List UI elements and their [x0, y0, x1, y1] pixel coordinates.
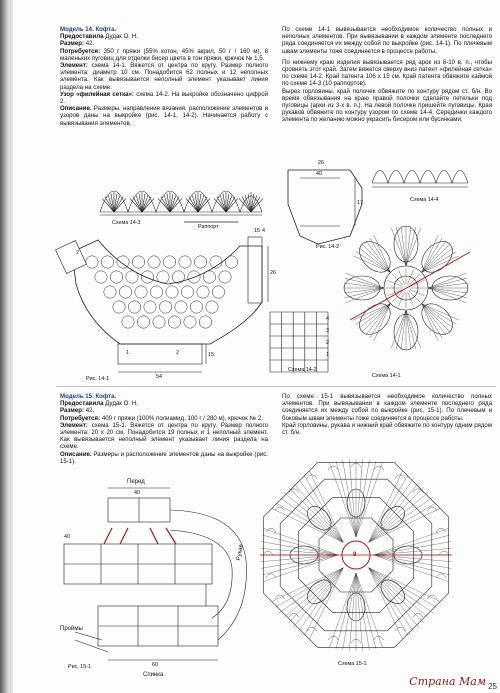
dim-14-1-26: 26: [270, 270, 276, 276]
watermark: Страна Мам: [409, 675, 486, 688]
model-14-title: Модель 14. Кофта.: [60, 26, 117, 33]
grid-row-4: 4: [326, 316, 329, 322]
scheme-14-3-drawing: [100, 191, 263, 222]
dim-14-1-4: 4: [262, 228, 265, 234]
fig-14-1-drawing: [56, 237, 268, 372]
dim-14-2-40: 40: [316, 171, 322, 177]
model-15-instr-p1: По схеме 15-1 вывязывается необходимое количество полных элементов. При вывязывании в каждом элементе последнего ряда соединяется их между собой по выкройке (рис. 15-1). По плечевым и боковым швам элементы тоже соединяется в процессе работы.: [282, 393, 492, 422]
model-15-instructions: [282, 393, 492, 436]
scheme-14-1-flower: [344, 226, 470, 350]
label-scheme-14-1: Схема 14-1: [372, 373, 401, 379]
label-back: Спинка: [143, 672, 164, 678]
label-front: Перед: [127, 479, 145, 485]
dim-14-1-15: 15: [254, 228, 260, 234]
dim-15-40b: 40: [64, 534, 70, 540]
model-14-description: Размеры, направление вязания, расположение элементов и узоров даны на выкройке (рис. 14-1, 14-2). Начинается работу с вывязывания элементов.: [60, 105, 268, 127]
label-fig-14-2: Рис. 14-2: [316, 244, 340, 250]
fig-15-1-drawing: [64, 488, 246, 660]
label-rapport: Раппорт: [198, 224, 219, 230]
page-number: 25: [488, 682, 497, 691]
label-scheme-14-2: Схема 14-2: [288, 367, 317, 373]
dim-15-40: 40: [134, 490, 140, 496]
motif-center-number: 8: [353, 552, 357, 558]
model-14-instr-p3: Вырез горловины, край полочек обвяжите по контуру рядом ст. б/н. Во время обвязывания на краю правой полочки сделайте петельки под пуговицы (арки из 3-х в. п.). На левой полочке пришейте пуговицы. Края рукавов обвяжите по контуру узором по схеме 14-4. Серединки каждого элемента по желанию можно украсить бисером или бусинками.: [282, 87, 492, 124]
model-14-text: Модель 14. Кофта. Предоставила Дудак О. Н. Размер: 42. Потребуется: 350 г пряжи (55% котон, 45% акрил, 50 г / 160 м), 8 маленьких пуговиц для отделки бисер цвета в тон пряжи, крючок № 1,5. Элемент: схема 14-1. Вяжется от центра по кругу. Размер полного элемента: диаметр 10 см. Понадобится 62 полных и 12 неполных элемента. Как вывязывается неполный элемент указывает линия раздела на схеме. Узор «филейная сетка»: схема 14-2. На выкройке обозначено цифрой 2. Описание. Размеры, направление вязания, расположение элементов и узоров даны на выкройке (рис. 14-1, 14-2). Начинается работу с вывязывания элементов.: [60, 26, 268, 127]
dim-14-2-26: 26: [318, 160, 324, 166]
dim-14-2-17: 17: [357, 200, 363, 206]
label-armholes: Проймы: [60, 626, 83, 632]
model-14-size: 42.: [85, 40, 95, 48]
marker-2-b: 2: [176, 350, 179, 356]
label-fig-14-1: Рис. 14-1: [86, 376, 110, 382]
model-15-text: Модель 15. Кофта. Предоставила Дудак О. Н. Размер: 42. Потребуется: 400 г пряжи (100% полиамид, 100 г / 280 м), крючок № 2. Элемент: схема 15-1. Вяжется от центра по кругу. Размер полного элемента: 20 x 20 см. Понадобится 19 полных и 1 неполный элемент. Как вывязывается неполный элемент указывает линия раздела на схеме. Описание. Размеры и расположение элементов даны на выкройке (рис. 15-1).: [60, 393, 268, 465]
model-14-pattern: схема 14-2. На выкройке обозначено цифрой 2.: [60, 90, 268, 106]
dim-15-60: 60: [152, 662, 158, 668]
dim-14-1-54: 54: [156, 374, 162, 380]
scheme-14-2-grid: [270, 312, 328, 372]
grid-row-3: 3: [326, 328, 329, 334]
grid-row-1: 1: [326, 352, 329, 358]
label-sleeve: Рукав: [236, 543, 245, 562]
label-fig-15-1: Рис. 15-1: [68, 664, 92, 670]
model-15-author: Дудак О. Н.: [105, 400, 138, 408]
model-15-size: 42.: [85, 407, 95, 415]
marker-1: 1: [126, 350, 129, 356]
model-14-instr-p2: По нижнему краю изделия вывязывается ряд арок из 8-10 в. п., чтобы сровнять этот край. Затем вяжется сверху вниз патент «филейная сетка» по схеме 14-2. Край патента 106 x 15 см. Край патента обвяжите каймой по схеме 14-3 (10 раппортов).: [282, 58, 492, 88]
model-15-description: Размеры и расположение элементов даны на выкройке (рис. 15-1).: [60, 450, 268, 465]
model-15-element: схема 15-1. Вяжется от центра по кругу. Размер полного элемента: 20 x 20 см. Понадобится 19 полных и 1 неполный элемент. Как вывязывается неполный элемент указывает линия раздела на схеме.: [60, 421, 268, 451]
marker-2-a: 2: [76, 250, 79, 256]
model-15-instr-p2: Край горловины, рукава и нижний край обвяжите по контуру одним рядом ст. б/н.: [282, 421, 492, 437]
scheme-14-4-drawing: [372, 171, 468, 188]
model-14-materials: 350 г пряжи (55% котон, 45% акрил, 50 г / 160 м), 8 маленьких пуговиц для отделки бисер цвета в тон пряжи, крючок № 1,5.: [60, 47, 268, 62]
grid-row-2: 2: [326, 340, 329, 346]
label-scheme-14-3: Схема 14-3: [112, 220, 141, 226]
fig-14-2-drawing: [288, 170, 362, 244]
label-scheme-15-1: Схема 15-1: [338, 661, 367, 667]
model-14-author: Дудак О. Н.: [105, 33, 138, 41]
model-14-element: схема 14-1. Вяжется от центра по кругу. Размер полного элемента: диаметр 10 см. Понадобится 62 полных и 12 неполных элемента. Как вывязывается неполный элемент указывает линия раздела на схеме.: [60, 62, 268, 91]
section-divider: [56, 386, 496, 387]
model-15-title: Модель 15. Кофта.: [60, 393, 117, 400]
model-15-materials: 400 г пряжи (100% полиамид, 100 г / 280 м), крючок № 2.: [101, 414, 263, 422]
dim-14-1-15b: 15: [208, 352, 214, 358]
label-scheme-14-4: Схема 14-4: [410, 197, 439, 203]
model-14-instr-p1: По схеме 14-1 вывязывается необходимое количество полных и неполных элементов. При вывязывании в каждом элементе последнего ряда соединяется их между собой по выкройке (рис. 14-1). По плечевым швам элементы тоже соединяется в процессе работы.: [282, 26, 492, 55]
